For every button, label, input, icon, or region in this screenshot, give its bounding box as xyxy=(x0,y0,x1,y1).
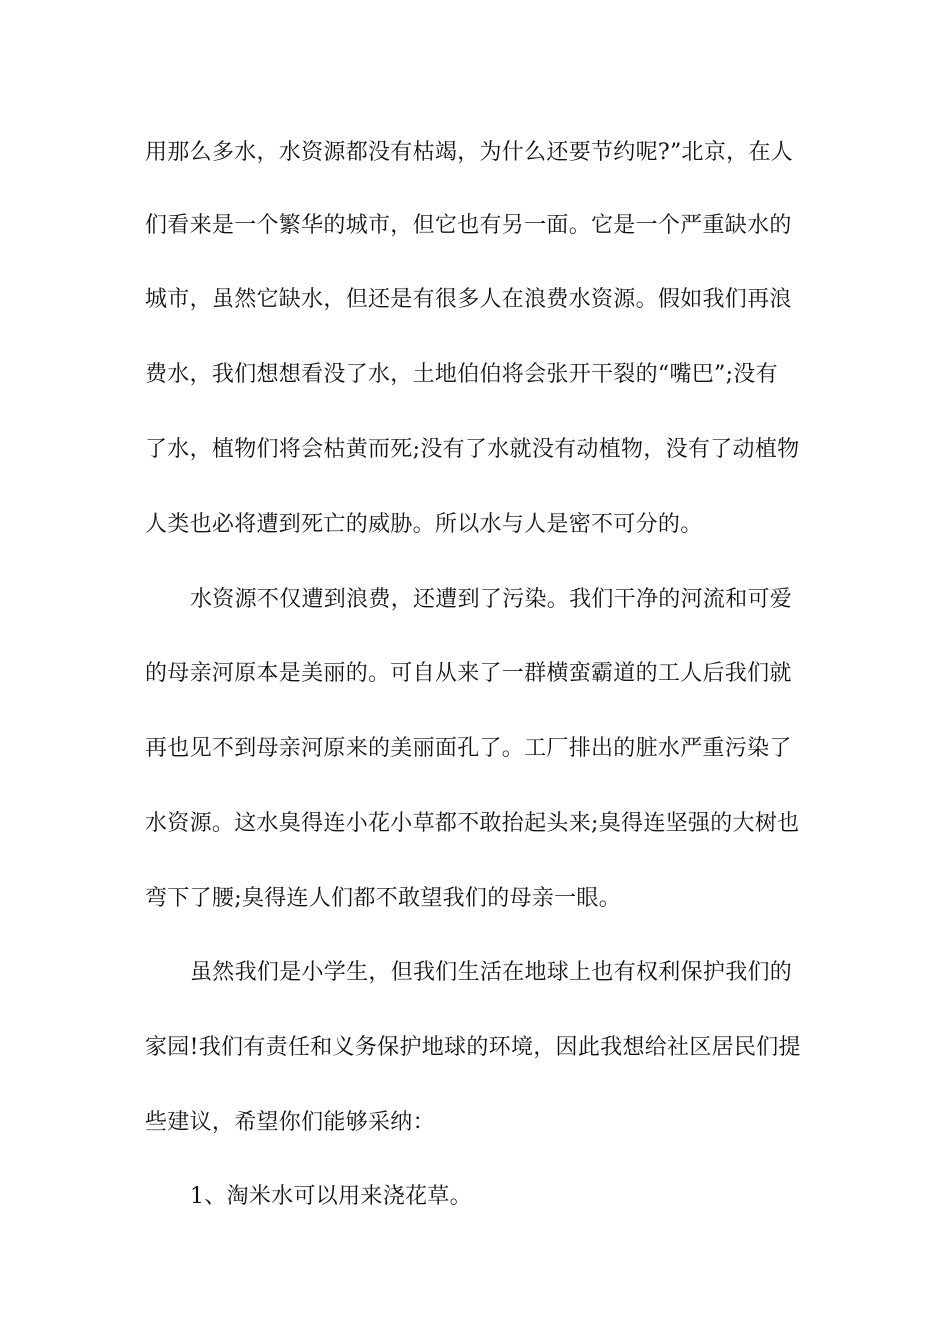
text-line: 用那么多水，水资源都没有枯竭，为什么还要节约呢?”北京，在人 xyxy=(145,140,794,165)
text-line: 城市，虽然它缺水，但还是有很多人在浪费水资源。假如我们再浪 xyxy=(145,287,792,312)
text-line: 些建议，希望你们能够采纳： xyxy=(145,1110,435,1135)
list-item: 1、淘米水可以用来浇花草。 xyxy=(190,1184,472,1209)
text-line: 人类也必将遭到死亡的威胁。所以水与人是密不可分的。 xyxy=(145,512,703,537)
text-line: 弯下了腰;臭得连人们都不敢望我们的母亲一眼。 xyxy=(145,886,622,911)
text-line: 的母亲河原本是美丽的。可自从来了一群横蛮霸道的工人后我们就 xyxy=(145,661,792,686)
paragraph-first-line: 水资源不仅遭到浪费，还遭到了污染。我们干净的河流和可爱 xyxy=(190,587,793,612)
text-line: 了水，植物们将会枯黄而死;没有了水就没有动植物，没有了动植物 xyxy=(145,437,800,462)
text-line: 费水，我们想想看没了水，土地伯伯将会张开干裂的“嘴巴”;没有 xyxy=(145,362,778,387)
text-line: 家园!我们有责任和义务保护地球的环境，因此我想给社区居民们提 xyxy=(145,1035,801,1060)
text-line: 们看来是一个繁华的城市，但它也有另一面。它是一个严重缺水的 xyxy=(145,213,792,238)
paragraph-first-line: 虽然我们是小学生，但我们生活在地球上也有权利保护我们的 xyxy=(190,960,793,985)
text-line: 再也见不到母亲河原来的美丽面孔了。工厂排出的脏水严重污染了 xyxy=(145,736,792,761)
text-line: 水资源。这水臭得连小花小草都不敢抬起头来;臭得连坚强的大树也 xyxy=(145,811,800,836)
